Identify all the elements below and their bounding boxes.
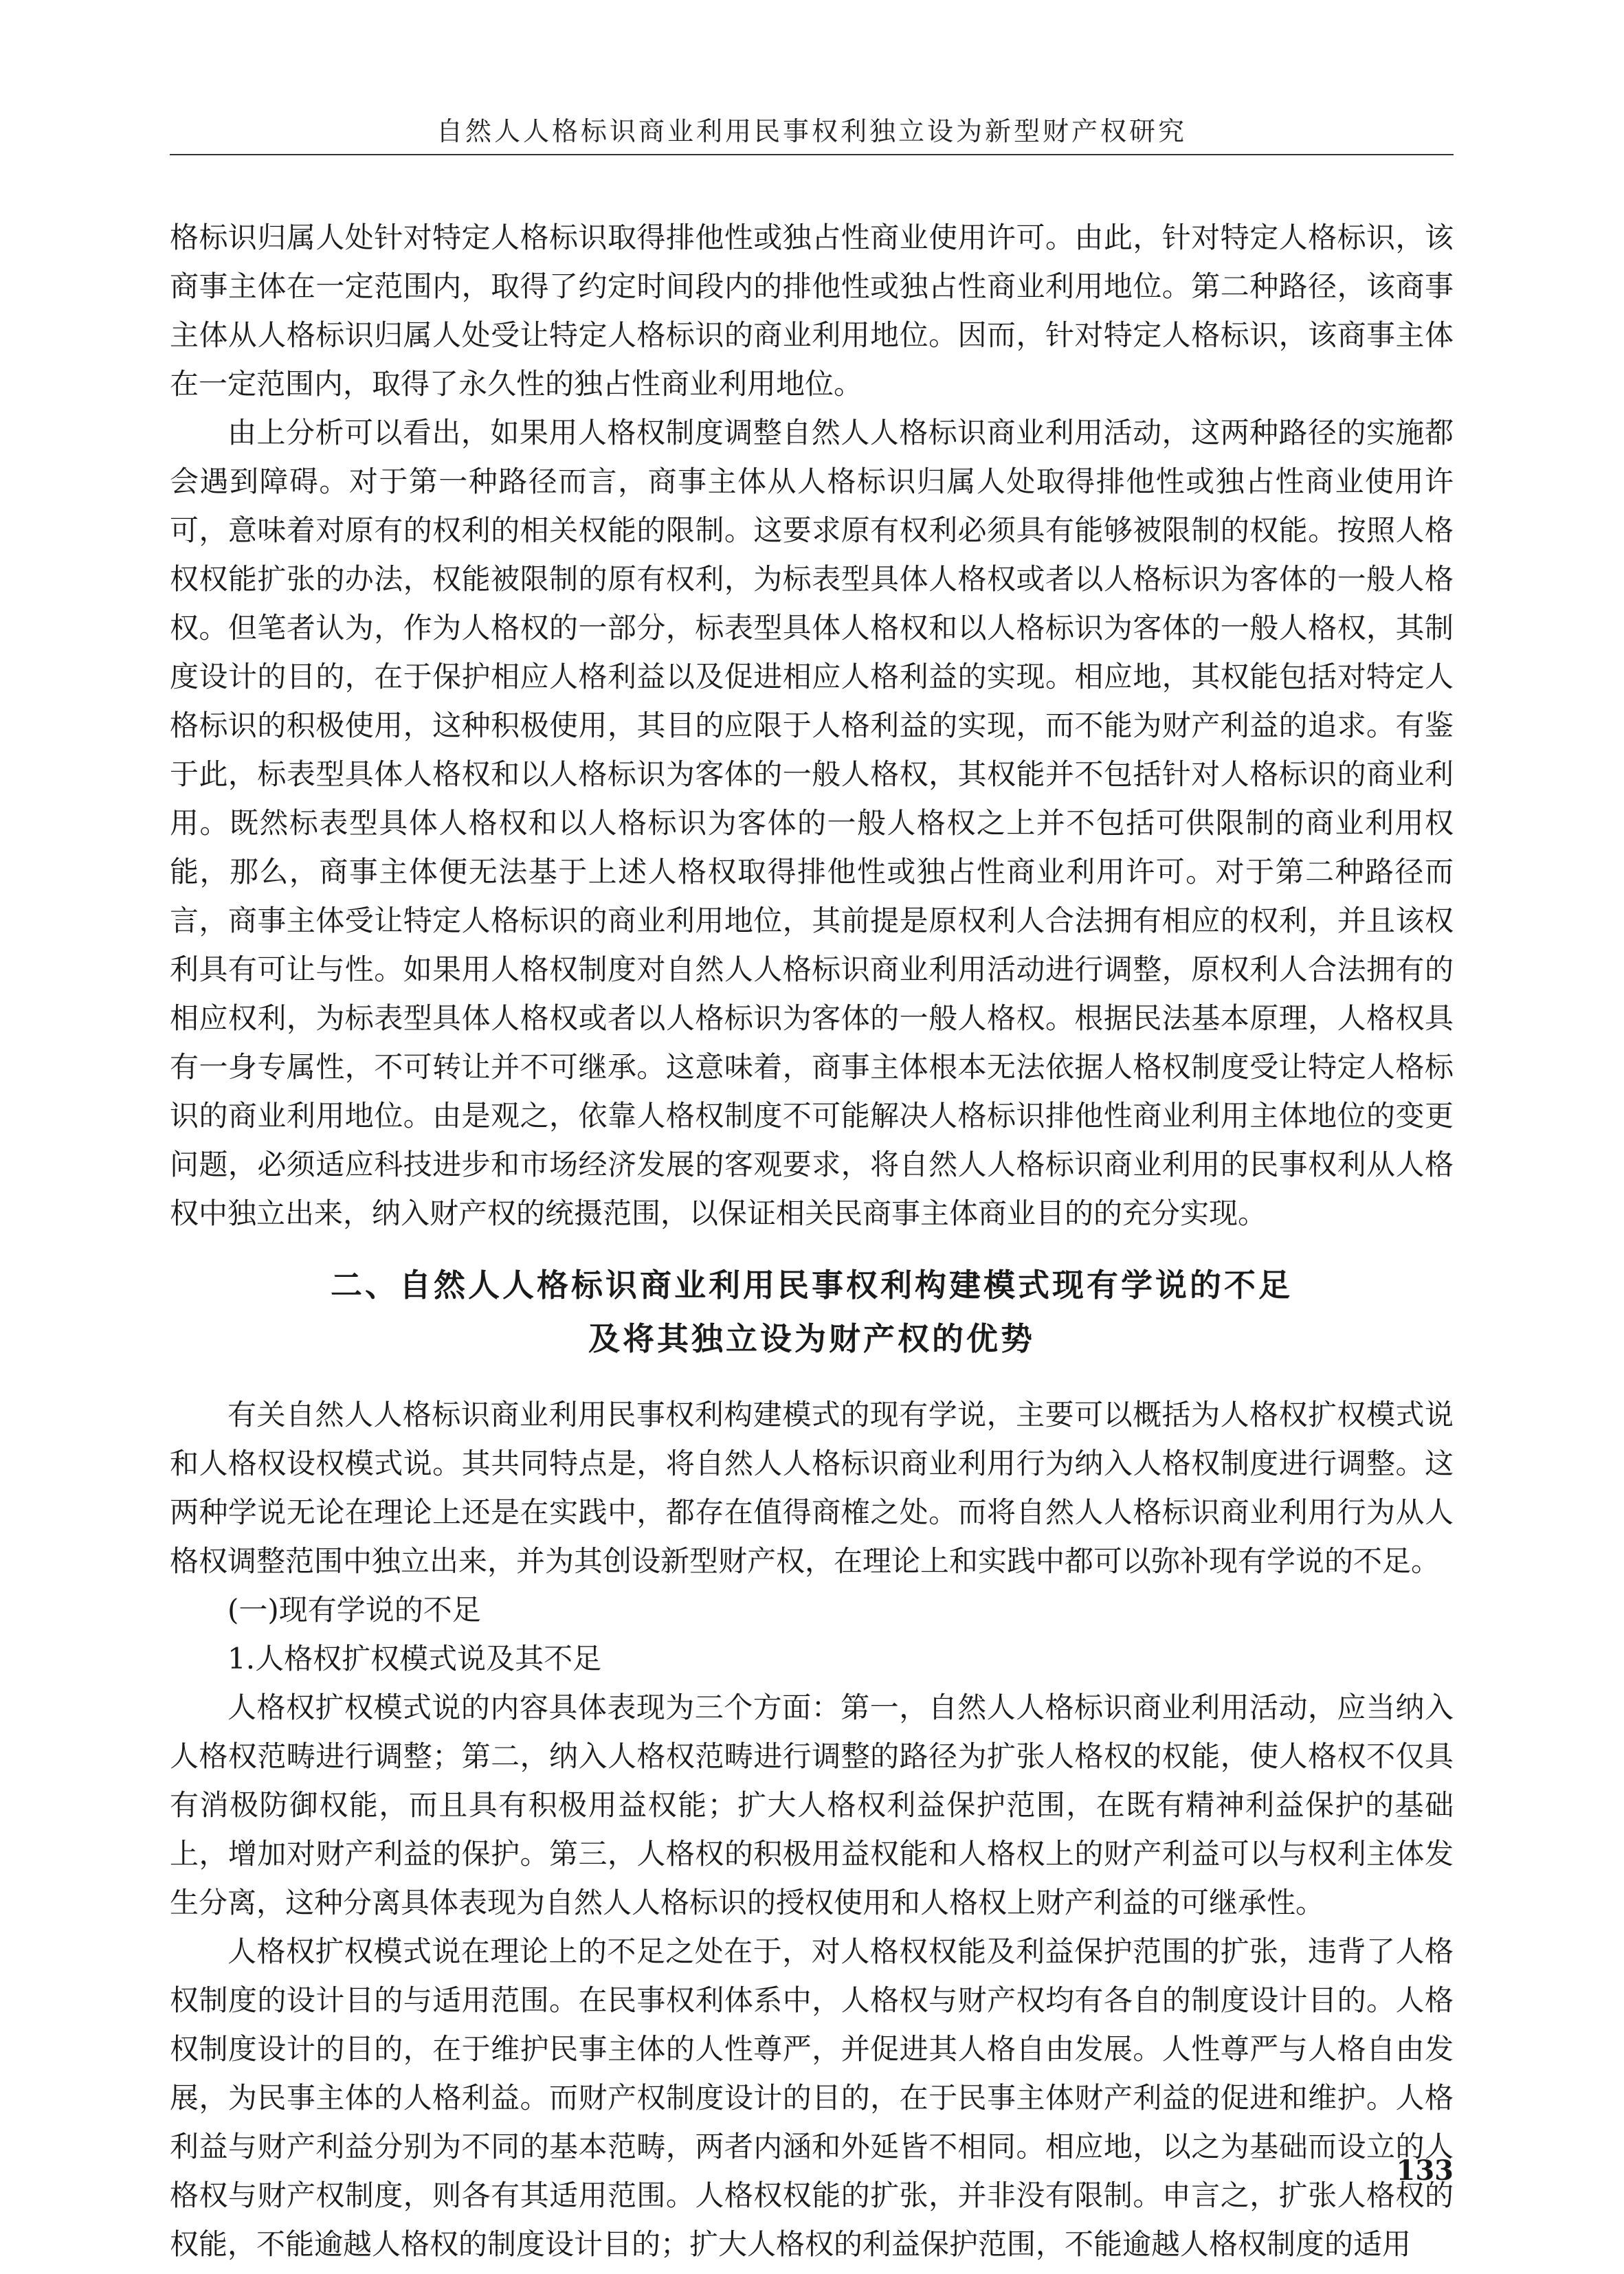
body-text	[170, 213, 1454, 2269]
section-intro-paragraph: 有关自然人人格标识商业利用民事权利构建模式的现有学说，主要可以概括为人格权扩权模式说和人格权设权模式说。其共同特点是，将自然人人格标识商业利用行为纳入人格权制度进行调整。这两种学说无论在理论上还是在实践中，都存在值得商榷之处。而将自然人人格标识商业利用行为从人格权调整范围中独立出来，并为其创设新型财产权，在理论上和实践中都可以弥补现有学说的不足。	[170, 1398, 1454, 1578]
running-header: 自然人人格标识商业利用民事权利独立设为新型财产权研究	[436, 116, 1187, 146]
header-rule	[170, 154, 1454, 155]
section-title	[170, 1258, 1454, 1365]
page-number: 133	[1396, 2154, 1454, 2187]
paragraph-3: 人格权扩权模式说的内容具体表现为三个方面：第一，自然人人格标识商业利用活动，应当纳入人格权范畴进行调整；第二，纳入人格权范畴进行调整的路径为扩张人格权的权能，使人格权不仅具有消极防御权能，而且具有积极用益权能；扩大人格权利益保护范围，在既有精神利益保护的基础上，增加对财产利益的保护。第三，人格权的积极用益权能和人格权上的财产利益可以与权利主体发生分离，这种分离具体表现为自然人人格标识的授权使用和人格权上财产利益的可继承性。	[170, 1691, 1454, 1919]
paragraph-continued: 格标识归属人处针对特定人格标识取得排他性或独占性商业使用许可。由此，针对特定人格标识，该商事主体在一定范围内，取得了约定时间段内的排他性或独占性商业利用地位。第二种路径，该商事主体从人格标识归属人处受让特定人格标识的商业利用地位。因而，针对特定人格标识，该商事主体在一定范围内，取得了永久性的独占性商业利用地位。	[170, 221, 1454, 401]
subheading-expansion-model: 1.人格权扩权模式说及其不足	[227, 1642, 602, 1675]
section-title-line-2: 及将其独立设为财产权的优势	[588, 1320, 1035, 1357]
paragraph-2: 由上分析可以看出，如果用人格权制度调整自然人人格标识商业利用活动，这两种路径的实施都会遇到障碍。对于第一种路径而言，商事主体从人格标识归属人处取得排他性或独占性商业使用许可，意味着对原有的权利的相关权能的限制。这要求原有权利必须具有能够被限制的权能。按照人格权权能扩张的办法，权能被限制的原有权利，为标表型具体人格权或者以人格标识为客体的一般人格权。但笔者认为，作为人格权的一部分，标表型具体人格权和以人格标识为客体的一般人格权，其制度设计的目的，在于保护相应人格利益以及促进相应人格利益的实现。相应地，其权能包括对特定人格标识的积极使用，这种积极使用，其目的应限于人格利益的实现，而不能为财产利益的追求。有鉴于此，标表型具体人格权和以人格标识为客体的一般人格权，其权能并不包括针对人格标识的商业利用。既然标表型具体人格权和以人格标识为客体的一般人格权之上并不包括可供限制的商业利用权能，那么，商事主体便无法基于上述人格权取得排他性或独占性商业利用许可。对于第二种路径而言，商事主体受让特定人格标识的商业利用地位，其前提是原权利人合法拥有相应的权利，并且该权利具有可让与性。如果用人格权制度对自然人人格标识商业利用活动进行调整，原权利人合法拥有的相应权利，为标表型具体人格权或者以人格标识为客体的一般人格权。根据民法基本原理，人格权具有一身专属性，不可转让并不可继承。这意味着，商事主体根本无法依据人格权制度受让特定人格标识的商业利用地位。由是观之，依靠人格权制度不可能解决人格标识排他性商业利用主体地位的变更问题，必须适应科技进步和市场经济发展的客观要求，将自然人人格标识商业利用的民事权利从人格权中独立出来，纳入财产权的统摄范围，以保证相关民商事主体商业目的的充分实现。	[170, 416, 1454, 1230]
section-title-line-1: 二、自然人人格标识商业利用民事权利构建模式现有学说的不足	[331, 1267, 1293, 1304]
subheading-existing-theories: (一)现有学说的不足	[227, 1593, 481, 1627]
paragraph-4: 人格权扩权模式说在理论上的不足之处在于，对人格权权能及利益保护范围的扩张，违背了人格权制度的设计目的与适用范围。在民事权利体系中，人格权与财产权均有各自的制度设计目的。人格权制度设计的目的，在于维护民事主体的人性尊严，并促进其人格自由发展。人性尊严与人格自由发展，为民事主体的人格利益。而财产权制度设计的目的，在于民事主体财产利益的促进和维护。人格利益与财产利益分别为不同的基本范畴，两者内涵和外延皆不相同。相应地，以之为基础而设立的人格权与财产权制度，则各有其适用范围。人格权权能的扩张，并非没有限制。申言之，扩张人格权的权能，不能逾越人格权的制度设计目的；扩大人格权的利益保护范围，不能逾越人格权制度的适用	[170, 1935, 1454, 2261]
